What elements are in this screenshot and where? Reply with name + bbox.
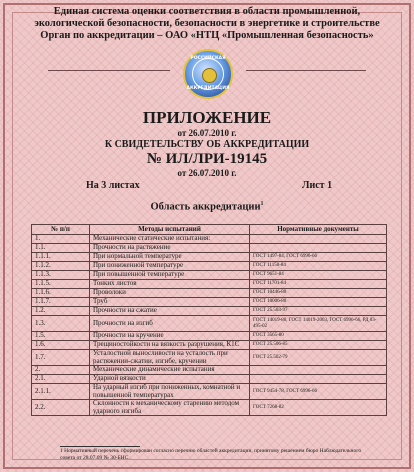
row-method-cell: Прочности на растяжение xyxy=(90,244,250,253)
document-title: ПРИЛОЖЕНИЕ xyxy=(142,108,272,127)
row-documents-cell: ГОСТ 25.502-79 xyxy=(250,350,387,366)
table-row xyxy=(32,235,387,244)
table-row xyxy=(32,375,387,384)
column-header-methods: Методы испытаний xyxy=(90,225,250,235)
sheets-total: На 3 листах xyxy=(86,180,140,191)
table-row xyxy=(32,366,387,375)
row-documents-cell xyxy=(250,366,387,375)
table-row xyxy=(32,400,387,416)
row-method-cell: Механические динамические испытания xyxy=(90,366,250,375)
scope-title xyxy=(0,201,414,213)
header-line-3: Орган по аккредитации – ОАО «НТЦ «Промышленная безопасность» xyxy=(40,30,374,41)
row-method-cell: Труб xyxy=(90,298,250,307)
column-header-number: № п/п xyxy=(32,225,90,235)
scope-title-text: Область аккредитации xyxy=(150,201,261,213)
row-number-cell: 1. xyxy=(32,235,90,244)
table-row xyxy=(32,341,387,350)
row-method-cell: Прочности на кручение xyxy=(90,332,250,341)
row-documents-cell xyxy=(250,235,387,244)
table-row xyxy=(32,332,387,341)
certificate-number: № ИЛ/ЛРИ-19145 xyxy=(146,151,268,167)
table-row xyxy=(32,298,387,307)
row-number-cell: 1.5. xyxy=(32,332,90,341)
row-number-cell: 1.1.5. xyxy=(32,280,90,289)
appendix-date: от 26.07.2010 г. xyxy=(177,128,237,138)
row-documents-cell: ГОСТ 9454-78, ГОСТ 6996-66 xyxy=(250,384,387,400)
table-row xyxy=(32,289,387,298)
row-number-cell: 1.1.2. xyxy=(32,262,90,271)
row-number-cell: 1.1.6. xyxy=(32,289,90,298)
table-row xyxy=(32,350,387,366)
seal-core xyxy=(202,68,217,83)
table-row xyxy=(32,280,387,289)
row-documents-cell: ГОСТ 1497-84, ГОСТ 6996-66 xyxy=(250,253,387,262)
scope-footnote-mark: 1 xyxy=(260,201,264,207)
row-documents-cell: ГОСТ 11701-84 xyxy=(250,280,387,289)
table-row xyxy=(32,244,387,253)
table-row xyxy=(32,316,387,332)
seal-bottom-text: АККРЕДИТАЦИЯ xyxy=(186,86,230,91)
row-documents-cell: ГОСТ 3565-80 xyxy=(250,332,387,341)
table-header-row xyxy=(32,225,387,235)
seal-top-text: РОССИЙСКАЯ xyxy=(190,56,226,61)
table-row xyxy=(32,271,387,280)
row-documents-cell: ГОСТ 11150-84 xyxy=(250,262,387,271)
row-method-cell: Проволоки xyxy=(90,289,250,298)
decorative-rule-right xyxy=(246,70,366,71)
header-line-2: экологической безопасности, безопасности в энергетике и строительстве xyxy=(34,18,380,29)
row-number-cell: 2.1.1. xyxy=(32,384,90,400)
row-documents-cell xyxy=(250,375,387,384)
row-method-cell: При нормальной температуре xyxy=(90,253,250,262)
row-number-cell: 1.3. xyxy=(32,316,90,332)
row-number-cell: 1.1. xyxy=(32,244,90,253)
row-number-cell: 1.2. xyxy=(32,307,90,316)
row-number-cell: 2.1. xyxy=(32,375,90,384)
accreditation-seal-icon xyxy=(183,49,233,99)
row-method-cell: Прочности на изгиб xyxy=(90,316,250,332)
certificate-reference: К СВИДЕТЕЛЬСТВУ ОБ АККРЕДИТАЦИИ xyxy=(104,139,310,150)
table-row xyxy=(32,384,387,400)
footnote: 1 Нормативный перечень сформирован согласно перечню областей аккредитации, принятому решением бюро Наблюдательного совета от 28.07.09 № 30-БНС. xyxy=(60,448,362,461)
row-method-cell: Механические статические испытания: xyxy=(90,235,250,244)
row-number-cell: 1.1.3. xyxy=(32,271,90,280)
row-documents-cell: ГОСТ 25.503-97 xyxy=(250,307,387,316)
column-header-documents: Нормативные документы xyxy=(250,225,387,235)
row-number-cell: 1.7. xyxy=(32,350,90,366)
row-documents-cell: ГОСТ 14019-80, ГОСТ 14019-2003, ГОСТ 6996-66, РД 03-495-02 xyxy=(250,316,387,332)
table-row xyxy=(32,307,387,316)
row-method-cell: При пониженной температуре xyxy=(90,262,250,271)
row-documents-cell: ГОСТ 10446-80 xyxy=(250,289,387,298)
row-documents-cell: ГОСТ 9651-84 xyxy=(250,271,387,280)
row-number-cell: 1.1.1. xyxy=(32,253,90,262)
row-method-cell: Прочности на сжатие xyxy=(90,307,250,316)
row-number-cell: 1.6. xyxy=(32,341,90,350)
row-method-cell: Склонности к механическому старению методом ударного изгиба xyxy=(90,400,250,416)
row-number-cell: 2. xyxy=(32,366,90,375)
row-method-cell: На ударный изгиб при пониженных, комнатной и повышенной температурах xyxy=(90,384,250,400)
table-row xyxy=(32,253,387,262)
accreditation-scope-table xyxy=(31,224,387,416)
row-documents-cell: ГОСТ 25.506-85 xyxy=(250,341,387,350)
row-documents-cell: ГОСТ 7268-82 xyxy=(250,400,387,416)
row-number-cell: 1.1.7. xyxy=(32,298,90,307)
row-method-cell: Ударной вязкости xyxy=(90,375,250,384)
decorative-rule-left xyxy=(48,70,170,71)
row-documents-cell: ГОСТ 10006-80 xyxy=(250,298,387,307)
row-number-cell: 2.2. xyxy=(32,400,90,416)
row-method-cell: Тонких листов xyxy=(90,280,250,289)
row-method-cell: При повышенной температуре xyxy=(90,271,250,280)
sheet-number: Лист 1 xyxy=(302,180,333,191)
row-method-cell: Трещиностойкости на вязкость разрушения, К1С xyxy=(90,341,250,350)
certificate-date: от 26.07.2010 г. xyxy=(177,168,237,178)
row-documents-cell xyxy=(250,244,387,253)
issuer-header xyxy=(20,6,394,42)
row-method-cell: Усталостной выносливости на усталость при растяжении-сжатии, изгибе, кручении xyxy=(90,350,250,366)
footnote-rule xyxy=(60,446,140,447)
table-row xyxy=(32,262,387,271)
header-line-1: Единая система оценки соответствия в области промышленной, xyxy=(53,6,361,17)
